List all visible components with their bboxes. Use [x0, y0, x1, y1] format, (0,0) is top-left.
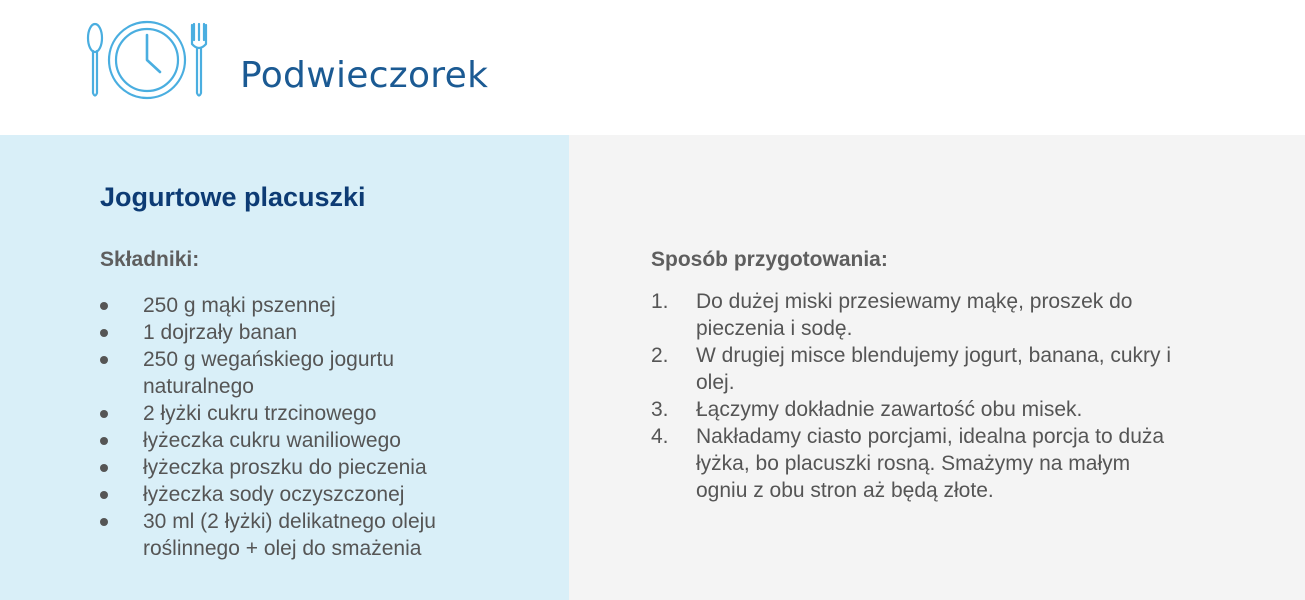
step-item: 1. Do dużej miski przesiewamy mąkę, proszek do pieczenia i sodę. — [651, 290, 1133, 340]
bullet-icon — [100, 437, 108, 445]
ingredient-item: łyżeczka cukru waniliowego — [100, 427, 520, 454]
preparation-heading: Sposób przygotowania: — [651, 248, 888, 271]
step-number: 3. — [651, 398, 669, 421]
step-item: 4. Nakładamy ciasto porcjami, idealna porcja to duża łyżka, bo placuszki rosną. Smażymy na małym ogniu z obu stron aż będą złote. — [651, 425, 1165, 502]
header — [0, 0, 1305, 135]
ingredient-item: 2 łyżki cukru trzcinowego — [100, 400, 520, 427]
ingredient-item: 30 ml (2 łyżki) delikatnego oleju roślinnego + olej do smażenia — [100, 508, 488, 562]
bullet-icon — [100, 491, 108, 499]
step-number: 2. — [651, 344, 669, 367]
ingredients-panel — [0, 135, 569, 600]
page-title: Podwieczorek — [240, 55, 489, 96]
bullet-icon — [100, 356, 108, 364]
ingredient-item: 250 g wegańskiego jogurtu naturalnego — [100, 346, 443, 400]
bullet-icon — [100, 329, 108, 337]
ingredient-item: 250 g mąki pszennej — [100, 292, 520, 319]
ingredient-item: 1 dojrzały banan — [100, 319, 520, 346]
preparation-panel — [569, 135, 1305, 600]
ingredients-list — [100, 292, 520, 562]
recipe-title: Jogurtowe placuszki — [100, 182, 366, 212]
ingredient-item: łyżeczka sody oczyszczonej — [100, 481, 520, 508]
ingredient-item: łyżeczka proszku do pieczenia — [100, 454, 520, 481]
bullet-icon — [100, 464, 108, 472]
step-item: 3. Łączymy dokładnie zawartość obu misek. — [651, 398, 1083, 421]
step-number: 1. — [651, 290, 669, 313]
step-number: 4. — [651, 425, 669, 448]
bullet-icon — [100, 410, 108, 418]
step-item: 2. W drugiej misce blendujemy jogurt, banana, cukry i olej. — [651, 344, 1172, 394]
bullet-icon — [100, 518, 108, 526]
preparation-steps — [651, 288, 1191, 504]
ingredients-heading: Składniki: — [100, 248, 200, 271]
bullet-icon — [100, 302, 108, 310]
plate-clock-cutlery-icon — [84, 20, 210, 100]
